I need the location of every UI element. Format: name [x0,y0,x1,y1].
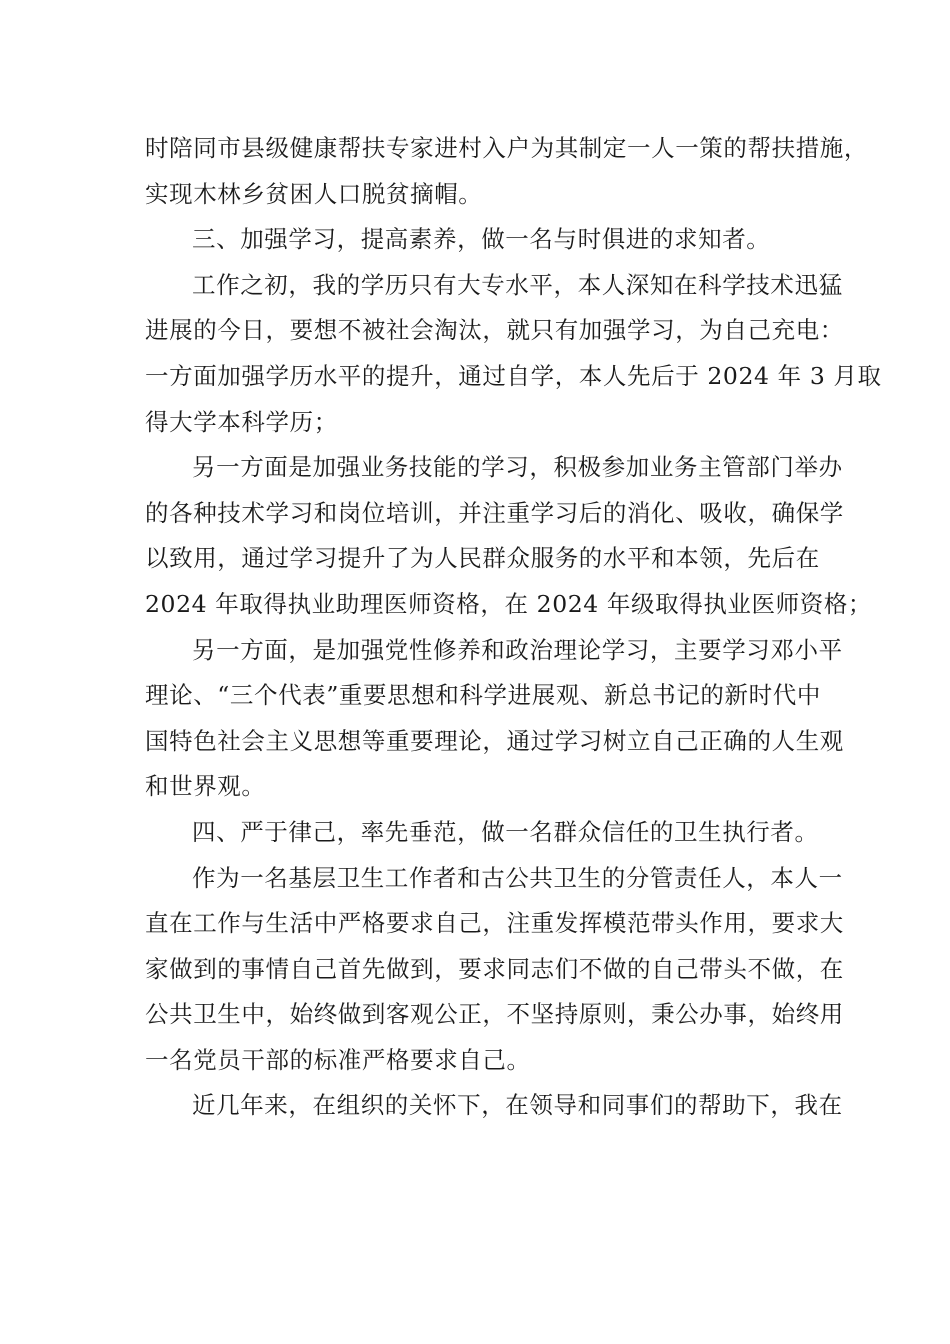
text-line: 以致用，通过学习提升了为人民群众服务的水平和本领，先后在 [145,544,820,573]
text-line: 近几年来，在组织的关怀下，在领导和同事们的帮助下，我在 [192,1091,843,1120]
text-line: 进展的今日，要想不被社会淘汰，就只有加强学习，为自己充电： [145,316,844,345]
text-line: 2024 年取得执业助理医师资格，在 2024 年级取得执业医师资格； [145,589,873,618]
text-line: 的各种技术学习和岗位培训，并注重学习后的消化、吸收，确保学 [145,498,844,527]
text-line: 作为一名基层卫生工作者和古公共卫生的分管责任人，本人一 [192,863,843,892]
text-line: 另一方面是加强业务技能的学习，积极参加业务主管部门举办 [192,453,843,482]
text-line: 另一方面，是加强党性修养和政治理论学习，主要学习邓小平 [192,635,843,664]
section-heading: 四、严于律己，率先垂范，做一名群众信任的卫生执行者。 [192,817,819,846]
section-heading: 三、加强学习，提高素养，做一名与时俱进的求知者。 [192,225,771,254]
text-line: 直在工作与生活中严格要求自己，注重发挥模范带头作用，要求大 [145,909,844,938]
text-line: 工作之初，我的学历只有大专水平，本人深知在科学技术迅猛 [192,270,843,299]
text-line: 时陪同市县级健康帮扶专家进村入户为其制定一人一策的帮扶措施， [145,134,868,162]
document-body [145,126,882,1129]
text-line: 得大学本科学历； [145,407,338,436]
text-line: 一方面加强学历水平的提升，通过自学，本人先后于 2024 年 3 月取 [145,361,882,390]
text-line: 和世界观。 [145,772,266,801]
text-line: 家做到的事情自己首先做到，要求同志们不做的自己带头不做，在 [145,954,844,983]
text-line: 理论、“三个代表”重要思想和科学进展观、新总书记的新时代中 [145,681,821,710]
text-line: 一名党员干部的标准严格要求自己。 [145,1045,531,1074]
text-line: 公共卫生中，始终做到客观公正，不坚持原则，秉公办事，始终用 [145,1000,844,1029]
text-line: 实现木林乡贫困人口脱贫摘帽。 [145,179,483,208]
text-line: 国特色社会主义思想等重要理论，通过学习树立自己正确的人生观 [145,726,844,755]
